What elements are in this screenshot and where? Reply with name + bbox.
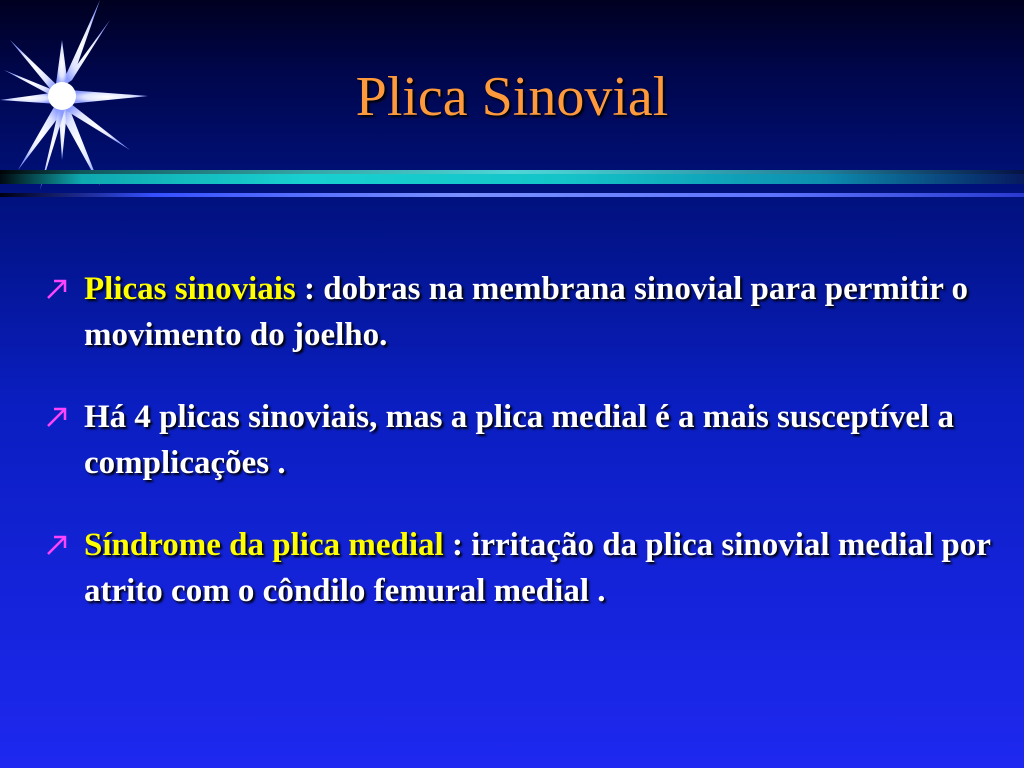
divider-line <box>0 193 1024 197</box>
bullet-highlight: Síndrome da plica medial <box>84 527 444 563</box>
bullet-text <box>84 394 1014 486</box>
divider-bar <box>0 170 1024 184</box>
slide-title: Plica Sinovial <box>355 66 669 128</box>
bullet-highlight: Plicas sinoviais <box>84 271 296 307</box>
bullet-body: : irritação da plica sinovial medial por atrito com o côndilo femural medial . <box>84 527 991 609</box>
bullet-body: Há 4 plicas sinoviais, mas a plica medial é a mais susceptível a complicações . <box>84 399 954 481</box>
up-right-arrow-icon <box>44 276 70 302</box>
bullet-body: : dobras na membrana sinovial para permitir o movimento do joelho. <box>84 271 969 353</box>
bullet-item <box>44 522 1014 614</box>
bullet-list <box>44 266 1014 650</box>
bullet-item <box>44 266 1014 358</box>
bullet-text <box>84 522 1014 614</box>
up-right-arrow-icon <box>44 532 70 558</box>
up-right-arrow-icon <box>44 404 70 430</box>
bullet-text <box>84 266 1014 358</box>
bullet-item <box>44 394 1014 486</box>
